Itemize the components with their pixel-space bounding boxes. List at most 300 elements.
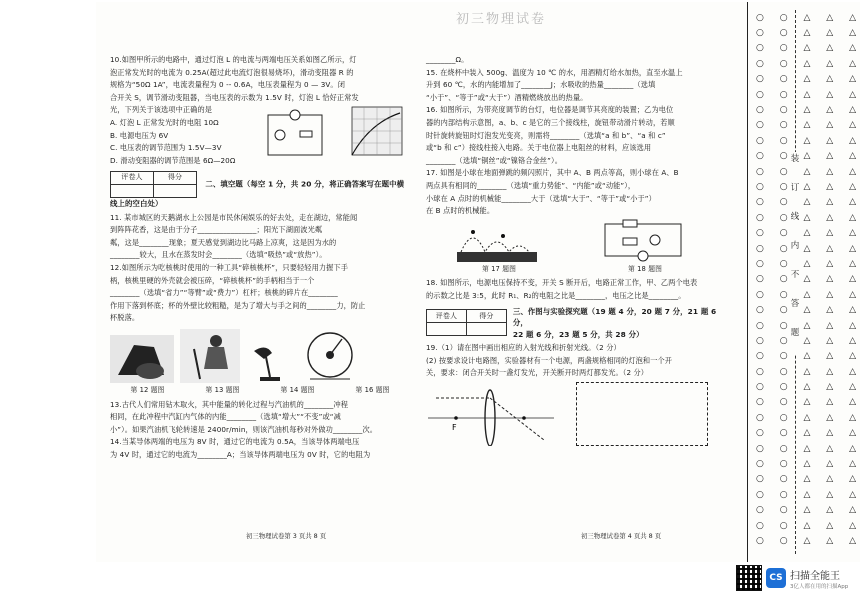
q11-line: 到阵阵花香，这是由于分子________________；阳光下湖面波光粼 xyxy=(110,225,323,235)
triangle-symbol: △ xyxy=(849,28,856,39)
circle-symbol: ○ xyxy=(779,12,788,23)
q12-line: 杯脱落。 xyxy=(110,313,140,323)
triangle-symbol: △ xyxy=(849,258,856,269)
circle-symbol: ○ xyxy=(756,28,764,39)
q10-line: 泡正常发光时的电流为 0.25A(超过此电流灯泡很易烧坏)，滑动变阻器 R 的 xyxy=(110,67,354,77)
triangle-symbol: △ xyxy=(803,289,811,300)
triangle-symbol: △ xyxy=(803,58,811,69)
triangle-symbol: △ xyxy=(849,89,856,100)
triangle-symbol: △ xyxy=(826,181,834,192)
circle-symbol: ○ xyxy=(779,505,788,516)
binding-symbol-row xyxy=(756,426,856,441)
section-3-header xyxy=(426,306,718,341)
triangle-symbol: △ xyxy=(803,89,811,100)
question-17 xyxy=(426,167,718,216)
binding-symbol-row xyxy=(756,225,856,240)
triangle-symbol: △ xyxy=(826,397,834,408)
qr-code-icon xyxy=(736,565,762,591)
q15-line: 15. 在烧杯中装入 500g、温度为 10 ℃ 的水，用酒精灯给水加热，直至水温上 xyxy=(426,67,683,77)
binding-symbol-row xyxy=(756,287,856,302)
q12-line: 柄，核桃里硬的外壳就会被压碎，“碎核桃杯”的手柄相当于一个 xyxy=(110,275,315,285)
q16-line: ________（选填“铜丝”或“镍铬合金丝”）。 xyxy=(426,155,562,165)
q11-line: ________较大，且水在蒸发时会________（选填“吸热”或“放热”）。 xyxy=(110,250,327,260)
triangle-symbol: △ xyxy=(803,335,811,346)
triangle-symbol: △ xyxy=(803,228,811,239)
q13-line: 相同，在此冲程中汽缸内气体的内能________（选填“增大”“不变”或“减 xyxy=(110,412,341,422)
triangle-symbol: △ xyxy=(849,474,856,485)
q14-line: 为 4V 时，通过它的电流为________A；当该导体两端电压为 0V 时，它的电阻为 xyxy=(110,449,371,459)
circle-symbol: ○ xyxy=(779,397,788,408)
binding-symbol-row xyxy=(756,302,856,317)
triangle-symbol: △ xyxy=(849,43,856,54)
circle-symbol: ○ xyxy=(779,351,788,362)
q10-line: 合开关 S，调节滑动变阻器，当电压表的示数为 1.5V 时，灯泡 L 恰好正常发 xyxy=(110,92,359,102)
q17-line: 两点具有相同的________（选填“重力势能”、“内能”或“动能”）， xyxy=(426,180,636,190)
grader-label: 评卷人 xyxy=(427,310,467,323)
scanner-text xyxy=(790,567,848,590)
circle-symbol: ○ xyxy=(756,305,764,316)
q10-line: 10.如图甲所示的电路中，通过灯泡 L 的电流与两端电压关系如图乙所示，灯 xyxy=(110,55,357,64)
binding-label-char: 订 xyxy=(790,183,800,193)
circle-symbol: ○ xyxy=(779,28,788,39)
circle-symbol: ○ xyxy=(779,366,788,377)
triangle-symbol: △ xyxy=(826,443,834,454)
binding-symbol-row xyxy=(756,241,856,256)
scanner-tagline: 3亿人都在用的扫描App xyxy=(790,583,849,590)
binding-symbol-row xyxy=(756,272,856,287)
caption-fig16: 第 16 题图 xyxy=(355,385,390,394)
circle-symbol: ○ xyxy=(779,520,788,531)
binding-warning-label xyxy=(790,152,800,355)
q19-line: 19.（1）请在图中画出相应的入射光线和折射光线。（2 分） xyxy=(426,343,621,353)
question-12 xyxy=(110,262,410,324)
right-column xyxy=(426,54,718,450)
triangle-symbol: △ xyxy=(826,135,834,146)
binding-symbol-row xyxy=(756,210,856,225)
circle-symbol: ○ xyxy=(756,351,764,362)
q10-line: 规格为“50Ω 1A”，电流表量程为 0 -- 0.6A，电压表量程为 0 — 3V。闭 xyxy=(110,80,346,90)
circle-symbol: ○ xyxy=(756,366,764,377)
triangle-symbol: △ xyxy=(803,166,811,177)
triangle-symbol: △ xyxy=(803,12,811,23)
binding-symbol-row xyxy=(756,72,856,87)
question-16 xyxy=(426,104,718,166)
triangle-symbol: △ xyxy=(849,382,856,393)
circle-symbol: ○ xyxy=(779,105,788,116)
triangle-symbol: △ xyxy=(803,320,811,331)
binding-symbol-grid xyxy=(756,10,856,549)
question-11 xyxy=(110,212,410,261)
question-10 xyxy=(110,54,410,167)
scanner-app-name: 扫描全能王 xyxy=(790,570,840,582)
grader-cell xyxy=(111,184,154,197)
binding-symbol-row xyxy=(756,349,856,364)
binding-symbol-row xyxy=(756,118,856,133)
circle-symbol: ○ xyxy=(779,166,788,177)
circle-symbol: ○ xyxy=(779,382,788,393)
figure-row-right xyxy=(426,218,718,262)
circuit-design-box xyxy=(576,382,708,446)
triangle-symbol: △ xyxy=(849,120,856,131)
triangle-symbol: △ xyxy=(849,320,856,331)
q18-circuit-figure xyxy=(599,218,687,262)
binding-label-char: 内 xyxy=(790,241,800,251)
triangle-symbol: △ xyxy=(803,135,811,146)
triangle-symbol: △ xyxy=(803,366,811,377)
circle-symbol: ○ xyxy=(756,105,764,116)
triangle-symbol: △ xyxy=(803,397,811,408)
q17-line: 17. 如图是小球在地面弹跳的频闪照片，其中 A、B 两点等高，则小球在 A、B xyxy=(426,168,679,178)
binding-symbol-row xyxy=(756,87,856,102)
exam-sheet xyxy=(96,2,860,562)
binding-symbol-row xyxy=(756,56,856,71)
camscanner-logo-icon: CS xyxy=(766,568,786,588)
binding-symbol-row xyxy=(756,256,856,271)
triangle-symbol: △ xyxy=(803,489,811,500)
section-2-title: 二、填空题（每空 1 分，共 20 分，将正确答案写在题中横线上的空白处） xyxy=(110,179,405,208)
triangle-symbol: △ xyxy=(826,74,834,85)
q12-line: ________（选填“省力”“等臂”或“费力”）杠杆；核桃的碎片在________ xyxy=(110,288,338,298)
triangle-symbol: △ xyxy=(849,12,856,23)
caption-fig18: 第 18 题图 xyxy=(627,264,663,273)
q10-option-d: D. 滑动变阻器的调节范围是 6Ω—20Ω xyxy=(110,155,236,165)
triangle-symbol: △ xyxy=(826,58,834,69)
circle-symbol: ○ xyxy=(756,397,764,408)
triangle-symbol: △ xyxy=(803,443,811,454)
binding-symbol-row xyxy=(756,395,856,410)
triangle-symbol: △ xyxy=(849,197,856,208)
q10-option-c: C. 电压表的调节范围为 1.5V—3V xyxy=(110,143,222,153)
q11-line: 11. 某市城区的天鹅湖水上公园是市民休闲娱乐的好去处，走在湖边，常能闻 xyxy=(110,212,358,222)
circle-symbol: ○ xyxy=(779,258,788,269)
triangle-symbol: △ xyxy=(826,228,834,239)
circle-symbol: ○ xyxy=(756,120,764,131)
caption-fig14: 第 14 题图 xyxy=(280,385,315,394)
binding-symbol-row xyxy=(756,41,856,56)
binding-label-char: 题 xyxy=(790,328,800,338)
binding-symbol-row xyxy=(756,472,856,487)
lens-ray-diagram xyxy=(426,384,556,446)
triangle-symbol: △ xyxy=(826,412,834,423)
drill-fire-figure xyxy=(180,329,240,383)
triangle-symbol: △ xyxy=(826,535,834,546)
score-box xyxy=(110,171,197,198)
triangle-symbol: △ xyxy=(849,135,856,146)
triangle-symbol: △ xyxy=(826,43,834,54)
section-3-title: 三、作图与实验探究题（19 题 4 分，20 题 7 分，21 题 6 分， xyxy=(512,306,717,328)
walnut-cup-figure xyxy=(110,335,174,383)
q15-line: “小于”、“等于”或“大于”）酒精燃烧放出的热量。 xyxy=(426,92,588,102)
triangle-symbol: △ xyxy=(826,243,834,254)
triangle-symbol: △ xyxy=(803,181,811,192)
triangle-symbol: △ xyxy=(826,166,834,177)
triangle-symbol: △ xyxy=(849,305,856,316)
binding-label-char: 装 xyxy=(790,154,800,164)
triangle-symbol: △ xyxy=(849,505,856,516)
triangle-symbol: △ xyxy=(849,58,856,69)
circle-symbol: ○ xyxy=(756,12,764,23)
triangle-symbol: △ xyxy=(849,151,856,162)
caption-fig13: 第 13 题图 xyxy=(205,385,240,394)
triangle-symbol: △ xyxy=(803,243,811,254)
triangle-symbol: △ xyxy=(803,120,811,131)
page-footer-right: 初三物理试卷第 4 页共 8 页 xyxy=(581,532,662,540)
circle-symbol: ○ xyxy=(756,335,764,346)
q10-option-b: B. 电源电压为 6V xyxy=(110,130,169,140)
circle-symbol: ○ xyxy=(756,443,764,454)
binding-symbol-row xyxy=(756,133,856,148)
circle-symbol: ○ xyxy=(756,459,764,470)
circle-symbol: ○ xyxy=(756,520,764,531)
q10-iv-graph xyxy=(342,103,406,167)
triangle-symbol: △ xyxy=(849,228,856,239)
score-box xyxy=(426,309,507,336)
triangle-symbol: △ xyxy=(803,474,811,485)
triangle-symbol: △ xyxy=(826,459,834,470)
binding-symbol-row xyxy=(756,179,856,194)
circle-symbol: ○ xyxy=(779,289,788,300)
triangle-symbol: △ xyxy=(826,12,834,23)
circle-symbol: ○ xyxy=(756,382,764,393)
triangle-symbol: △ xyxy=(803,459,811,470)
triangle-symbol: △ xyxy=(803,382,811,393)
circle-symbol: ○ xyxy=(756,412,764,423)
question-15 xyxy=(426,67,718,104)
circle-symbol: ○ xyxy=(779,443,788,454)
circle-symbol: ○ xyxy=(756,274,764,285)
triangle-symbol: △ xyxy=(826,212,834,223)
q15-line: 升到 60 ℃，水的内能增加了________J；水吸收的热量________（选填 xyxy=(426,80,656,90)
circle-symbol: ○ xyxy=(779,428,788,439)
circle-symbol: ○ xyxy=(779,74,788,85)
circle-symbol: ○ xyxy=(756,505,764,516)
triangle-symbol: △ xyxy=(803,274,811,285)
triangle-symbol: △ xyxy=(849,520,856,531)
triangle-symbol: △ xyxy=(803,28,811,39)
triangle-symbol: △ xyxy=(826,489,834,500)
circle-symbol: ○ xyxy=(756,58,764,69)
lens-focus-label: F xyxy=(452,423,457,433)
binding-symbol-row xyxy=(756,318,856,333)
desk-lamp-figure xyxy=(246,343,296,383)
circle-symbol: ○ xyxy=(756,535,764,546)
binding-label-char: 不 xyxy=(790,270,800,280)
binding-label-char: 答 xyxy=(790,299,800,309)
triangle-symbol: △ xyxy=(826,105,834,116)
circle-symbol: ○ xyxy=(756,166,764,177)
q17-line: 小球在 A 点时的机械能________大于（选填“大于”、“等于”或“小于”） xyxy=(426,193,656,203)
binding-symbol-row xyxy=(756,25,856,40)
triangle-symbol: △ xyxy=(803,43,811,54)
q13-line: 小”）。如果汽油机飞轮转速是 2400r/min，则该汽油机每秒对外做功________次。 xyxy=(110,424,378,434)
circle-symbol: ○ xyxy=(779,305,788,316)
circle-symbol: ○ xyxy=(756,228,764,239)
question-13 xyxy=(110,399,410,436)
triangle-symbol: △ xyxy=(826,474,834,485)
triangle-symbol: △ xyxy=(803,258,811,269)
triangle-symbol: △ xyxy=(803,535,811,546)
q19-line: 关，要求：闭合开关时一盏灯发光，开关断开时两灯都发光。（2 分） xyxy=(426,368,649,378)
score-label: 得分 xyxy=(466,310,506,323)
q19-line: (2) 按要求设计电路图，实验器材有一个电源，两盏规格相同的灯泡和一个开 xyxy=(426,355,673,365)
q18-line: 的示数之比是 3:5，此时 R₁、R₂的电阻之比是________，电压之比是________。 xyxy=(426,290,686,300)
circle-symbol: ○ xyxy=(779,535,788,546)
circle-symbol: ○ xyxy=(756,74,764,85)
circle-symbol: ○ xyxy=(756,320,764,331)
bouncing-ball-figure xyxy=(457,222,537,262)
q17-line: 在 B 点时的机械能。 xyxy=(426,206,495,216)
binding-strip xyxy=(747,2,860,562)
triangle-symbol: △ xyxy=(849,289,856,300)
triangle-symbol: △ xyxy=(826,366,834,377)
circle-symbol: ○ xyxy=(756,135,764,146)
q16-line: 器的内部结构示意图，a、b、c 是它的三个接线柱，旋钮带动滑片转动，若顺 xyxy=(426,117,675,127)
triangle-symbol: △ xyxy=(849,181,856,192)
triangle-symbol: △ xyxy=(849,443,856,454)
circle-symbol: ○ xyxy=(779,135,788,146)
grader-cell xyxy=(427,323,467,336)
triangle-symbol: △ xyxy=(803,428,811,439)
triangle-symbol: △ xyxy=(849,274,856,285)
score-label: 得分 xyxy=(154,171,197,184)
triangle-symbol: △ xyxy=(826,151,834,162)
triangle-symbol: △ xyxy=(849,74,856,85)
triangle-symbol: △ xyxy=(826,305,834,316)
triangle-symbol: △ xyxy=(849,489,856,500)
circle-symbol: ○ xyxy=(756,489,764,500)
triangle-symbol: △ xyxy=(849,351,856,362)
triangle-symbol: △ xyxy=(826,505,834,516)
q10-circuit-figure xyxy=(260,107,330,163)
triangle-symbol: △ xyxy=(826,320,834,331)
triangle-symbol: △ xyxy=(803,505,811,516)
binding-symbol-row xyxy=(756,456,856,471)
question-18 xyxy=(426,277,718,301)
triangle-symbol: △ xyxy=(849,243,856,254)
binding-symbol-row xyxy=(756,149,856,164)
section-2-header xyxy=(110,171,410,210)
triangle-symbol: △ xyxy=(849,412,856,423)
triangle-symbol: △ xyxy=(826,89,834,100)
triangle-symbol: △ xyxy=(826,335,834,346)
triangle-symbol: △ xyxy=(803,351,811,362)
circle-symbol: ○ xyxy=(779,120,788,131)
circle-symbol: ○ xyxy=(756,289,764,300)
circle-symbol: ○ xyxy=(779,197,788,208)
binding-symbol-row xyxy=(756,195,856,210)
triangle-symbol: △ xyxy=(803,105,811,116)
q10-option-a: A. 灯泡 L 正常发光时的电阻 10Ω xyxy=(110,117,219,127)
circle-symbol: ○ xyxy=(756,151,764,162)
binding-label-char: 线 xyxy=(790,212,800,222)
triangle-symbol: △ xyxy=(826,520,834,531)
circle-symbol: ○ xyxy=(756,212,764,223)
question-19 xyxy=(426,342,718,379)
triangle-symbol: △ xyxy=(803,212,811,223)
circle-symbol: ○ xyxy=(779,274,788,285)
circle-symbol: ○ xyxy=(756,474,764,485)
q13-line: 13.古代人们常用钻木取火，其中能量的转化过程与汽油机的________冲程 xyxy=(110,399,349,409)
circle-symbol: ○ xyxy=(779,412,788,423)
q10-line: 光，下列关于该选项中正确的是 xyxy=(110,105,213,115)
circle-symbol: ○ xyxy=(779,243,788,254)
triangle-symbol: △ xyxy=(849,212,856,223)
triangle-symbol: △ xyxy=(803,151,811,162)
page-footer-left: 初三物理试卷第 3 页共 8 页 xyxy=(246,532,327,540)
circle-symbol: ○ xyxy=(756,197,764,208)
triangle-symbol: △ xyxy=(826,351,834,362)
header-ghost: 初三物理试卷 xyxy=(456,12,547,27)
binding-symbol-row xyxy=(756,503,856,518)
q18-line: 18. 如图所示，电源电压保持不变，开关 S 断开后，电路正常工作，甲、乙两个电表 xyxy=(426,278,698,288)
triangle-symbol: △ xyxy=(849,428,856,439)
q16-line: 时针旋转旋钮时灯泡发光变亮，则需将________（选填“a 和 b”、“a 和 c” xyxy=(426,130,666,140)
section-3-title-cont: 22 题 6 分，23 题 5 分，共 28 分） xyxy=(512,329,644,339)
triangle-symbol: △ xyxy=(826,197,834,208)
q12-line: 12.如图所示为吃核桃时使用的一种工具“碎核桃杯”，只要轻轻用力握下手 xyxy=(110,262,349,272)
triangle-symbol: △ xyxy=(803,197,811,208)
binding-symbol-row xyxy=(756,533,856,548)
triangle-symbol: △ xyxy=(803,520,811,531)
triangle-symbol: △ xyxy=(849,535,856,546)
triangle-symbol: △ xyxy=(803,305,811,316)
figure-captions-right xyxy=(426,264,718,276)
q12-line: 作用下落到杯底；杯的外壁比较粗糙，是为了增大与手之间的________力，防止 xyxy=(110,300,366,310)
circle-symbol: ○ xyxy=(779,43,788,54)
binding-symbol-row xyxy=(756,364,856,379)
triangle-symbol: △ xyxy=(826,428,834,439)
q19-figures xyxy=(426,380,718,450)
binding-symbol-row xyxy=(756,10,856,25)
triangle-symbol: △ xyxy=(849,335,856,346)
triangle-symbol: △ xyxy=(826,120,834,131)
triangle-symbol: △ xyxy=(826,28,834,39)
circle-symbol: ○ xyxy=(756,89,764,100)
triangle-symbol: △ xyxy=(826,289,834,300)
triangle-symbol: △ xyxy=(826,258,834,269)
circle-symbol: ○ xyxy=(779,335,788,346)
caption-fig12: 第 12 题图 xyxy=(130,385,165,394)
binding-symbol-row xyxy=(756,487,856,502)
binding-symbol-row xyxy=(756,102,856,117)
circle-symbol: ○ xyxy=(779,320,788,331)
triangle-symbol: △ xyxy=(826,274,834,285)
circle-symbol: ○ xyxy=(756,258,764,269)
circle-symbol: ○ xyxy=(779,459,788,470)
binding-symbol-row xyxy=(756,441,856,456)
left-column xyxy=(110,54,410,461)
figure-row-left xyxy=(110,325,410,383)
score-cell xyxy=(154,184,197,197)
figure-captions-left xyxy=(110,385,410,397)
circle-symbol: ○ xyxy=(779,489,788,500)
q16-line: 16. 如图所示，为带亮度调节的台灯，电位器是调节其亮度的装置；乙为电位 xyxy=(426,105,674,115)
binding-symbol-row xyxy=(756,333,856,348)
q14-tail: ________Ω。 xyxy=(426,55,469,64)
triangle-symbol: △ xyxy=(849,166,856,177)
binding-symbol-row xyxy=(756,518,856,533)
triangle-symbol: △ xyxy=(826,382,834,393)
question-14 xyxy=(110,436,410,460)
scanner-watermark xyxy=(736,565,848,591)
circle-symbol: ○ xyxy=(779,58,788,69)
score-cell xyxy=(466,323,506,336)
grader-label: 评卷人 xyxy=(111,171,154,184)
triangle-symbol: △ xyxy=(849,366,856,377)
triangle-symbol: △ xyxy=(803,74,811,85)
circle-symbol: ○ xyxy=(779,212,788,223)
triangle-symbol: △ xyxy=(849,105,856,116)
